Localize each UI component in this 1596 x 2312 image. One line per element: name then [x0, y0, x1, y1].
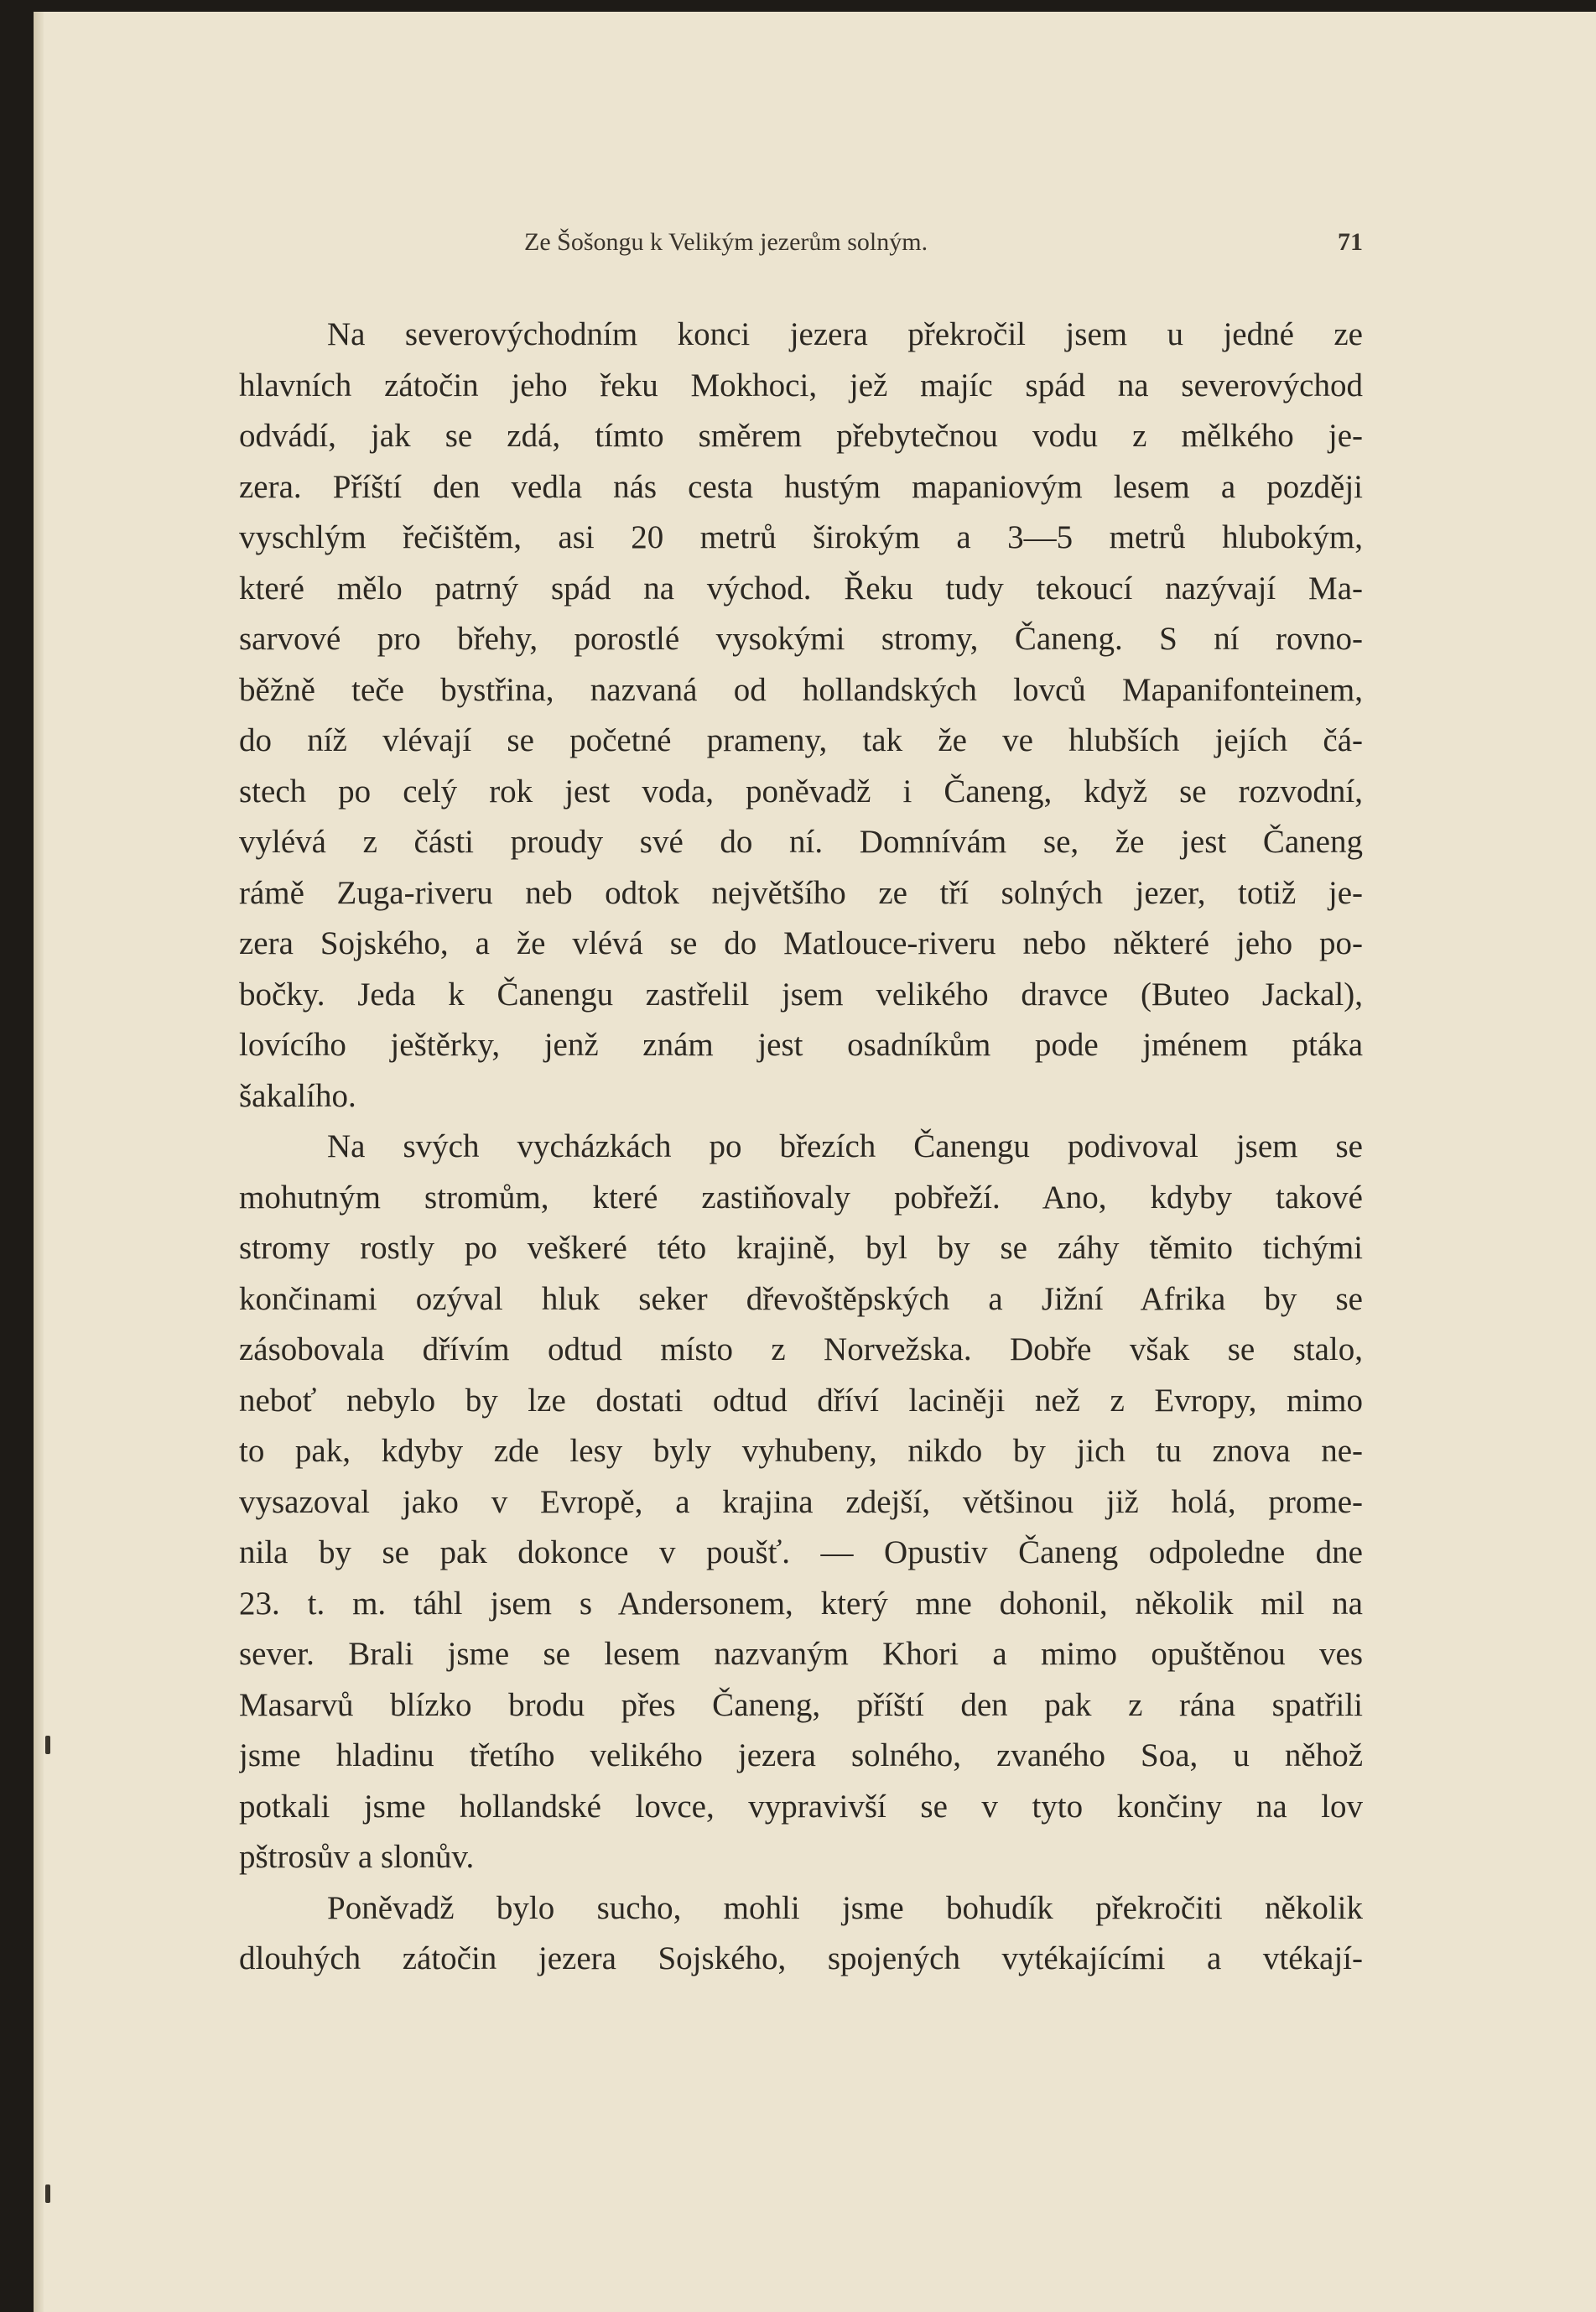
- text-line: jsme hladinu třetího velikého jezera solného, zvaného Soa, u něhož: [239, 1737, 1363, 1773]
- running-head-title: Ze Šošongu k Velikým jezerům solným.: [524, 228, 928, 256]
- text-line: zera. Příští den vedla nás cesta hustým mapaniovým lesem a později: [239, 468, 1363, 505]
- text-line: šakalího.: [239, 1077, 356, 1114]
- page-number: 71: [1338, 228, 1363, 256]
- text-line: zásobovala dřívím odtud místo z Norvežska. Dobře však se stalo,: [239, 1331, 1363, 1367]
- text-line: dlouhých zátočin jezera Sojského, spojených vytékajícími a vtékají-: [239, 1940, 1363, 1976]
- text-line: vylévá z části proudy své do ní. Domnívám se, že jest Čaneng: [239, 824, 1363, 860]
- text-line: to pak, kdyby zde lesy byly vyhubeny, nikdo by jich tu znova ne-: [239, 1433, 1363, 1469]
- text-line: sarvové pro břehy, porostlé vysokými stromy, Čaneng. S ní rovno-: [239, 621, 1363, 657]
- text-line: 23. t. m. táhl jsem s Andersonem, který mne dohonil, několik mil na: [239, 1585, 1363, 1622]
- text-line: stech po celý rok jest voda, poněvadž i Čaneng, když se rozvodní,: [239, 773, 1363, 810]
- paragraph: [239, 1883, 1363, 1985]
- text-line: Poněvadž bylo sucho, mohli jsme bohudík překročiti několik: [327, 1889, 1363, 1926]
- body-text: [239, 310, 1363, 1985]
- running-head: [524, 228, 1363, 262]
- text-line: vysazoval jako v Evropě, a krajina zdejší, většinou již holá, prome-: [239, 1483, 1363, 1520]
- text-line: bočky. Jeda k Čanengu zastřelil jsem velikého dravce (Buteo Jackal),: [239, 976, 1363, 1013]
- text-line: stromy rostly po veškeré této krajině, byl by se záhy těmito tichými: [239, 1230, 1363, 1266]
- text-line: potkali jsme hollandské lovce, vypravivší se v tyto končiny na lov: [239, 1788, 1363, 1825]
- binding-mark: [45, 2184, 50, 2203]
- text-line: neboť nebylo by lze dostati odtud dříví laciněji než z Evropy, mimo: [239, 1382, 1363, 1419]
- text-line: rámě Zuga-riveru neb odtok největšího ze tří solných jezer, totiž je-: [239, 874, 1363, 911]
- text-line: vyschlým řečištěm, asi 20 metrů širokým a 3—5 metrů hlubokým,: [239, 519, 1363, 555]
- text-line: běžně teče bystřina, nazvaná od hollandských lovců Mapanifonteinem,: [239, 671, 1363, 708]
- text-line: do níž vlévají se početné prameny, tak že ve hlubších jejích čá-: [239, 722, 1363, 758]
- text-line: lovícího ještěrky, jenž znám jest osadníkům pode jménem ptáka: [239, 1027, 1363, 1063]
- text-line: Na svých vycházkách po březích Čanengu podivoval jsem se: [327, 1128, 1363, 1164]
- paragraph: [239, 310, 1363, 1122]
- text-line: Na severovýchodním konci jezera překročil jsem u jedné ze: [327, 316, 1363, 352]
- text-line: končinami ozýval hluk seker dřevoštěpských a Jižní Afrika by se: [239, 1280, 1363, 1317]
- text-line: zera Sojského, a že vlévá se do Matlouce-riveru nebo některé jeho po-: [239, 925, 1363, 961]
- book-page: [34, 12, 1596, 2312]
- text-line: sever. Brali jsme se lesem nazvaným Khori a mimo opuštěnou ves: [239, 1636, 1363, 1672]
- text-line: nila by se pak dokonce v poušť. — Opustiv Čaneng odpoledne dne: [239, 1534, 1363, 1570]
- text-line: odvádí, jak se zdá, tímto směrem přebytečnou vodu z mělkého je-: [239, 418, 1363, 454]
- text-line: mohutným stromům, které zastiňovaly pobřeží. Ano, kdyby takové: [239, 1179, 1363, 1216]
- text-line: hlavních zátočin jeho řeku Mokhoci, jež majíc spád na severovýchod: [239, 367, 1363, 404]
- text-line: které mělo patrný spád na východ. Řeku tudy tekoucí nazývají Ma-: [239, 570, 1363, 607]
- paragraph: [239, 1122, 1363, 1883]
- binding-mark: [45, 1736, 50, 1754]
- text-line: Masarvů blízko brodu přes Čaneng, příští den pak z rána spatřili: [239, 1686, 1363, 1723]
- text-line: pštrosův a slonův.: [239, 1839, 475, 1875]
- page-binding-edge: [34, 12, 44, 2312]
